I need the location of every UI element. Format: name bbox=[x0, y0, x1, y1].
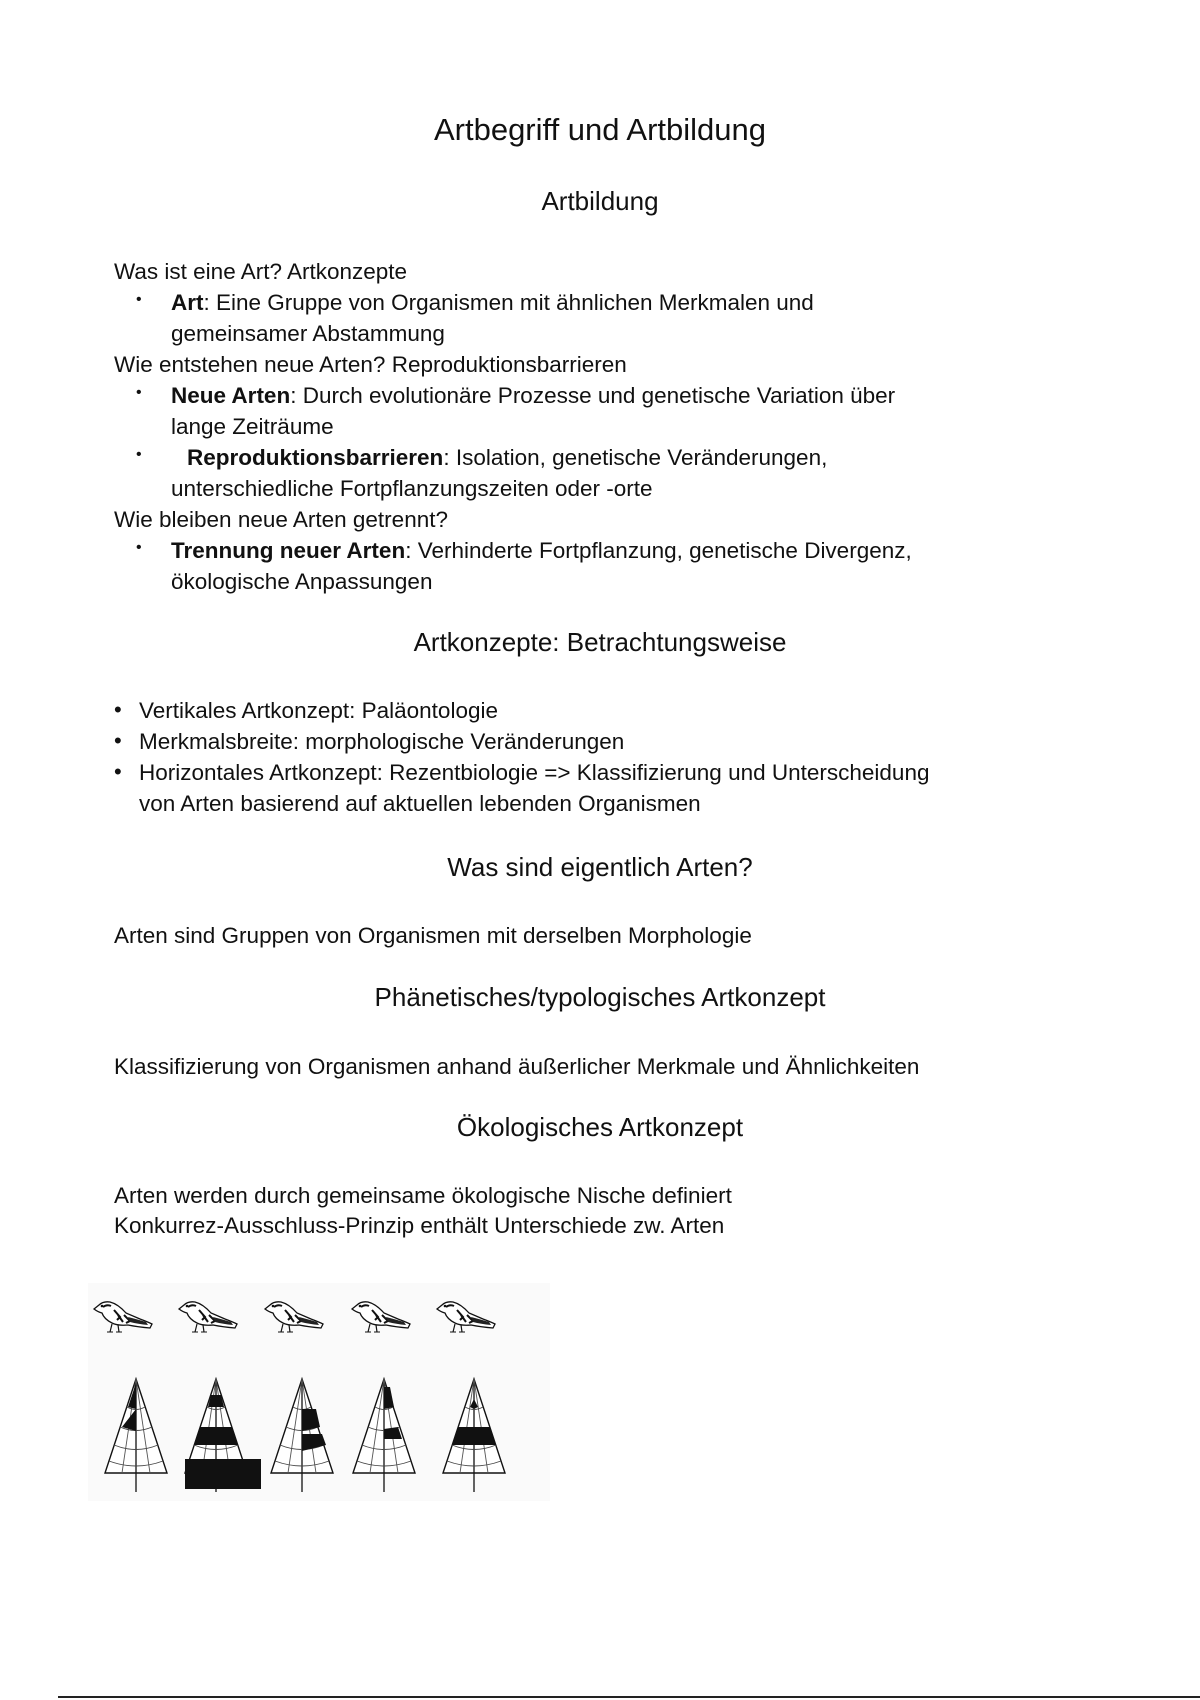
page-divider bbox=[58, 1696, 1200, 1698]
text-phaenetisch: Klassifizierung von Organismen anhand äußerlicher Merkmale und Ähnlichkeiten bbox=[114, 1054, 920, 1079]
text-reproduktionsbarrieren-cont: unterschiedliche Fortpflanzungszeiten oder -orte bbox=[171, 476, 653, 501]
text-was-sind-arten: Arten sind Gruppen von Organismen mit derselben Morphologie bbox=[114, 923, 752, 948]
question-wie-bleiben: Wie bleiben neue Arten getrennt? bbox=[114, 507, 448, 532]
text-art: : Eine Gruppe von Organismen mit ähnlichen Merkmalen und bbox=[203, 290, 814, 315]
heading-artkonzepte: Artkonzepte: Betrachtungsweise bbox=[413, 627, 787, 657]
bullet-icon: • bbox=[114, 728, 122, 753]
bullet-icon: • bbox=[114, 759, 122, 784]
text-trennung: : Verhinderte Fortpflanzung, genetische Divergenz, bbox=[405, 538, 912, 563]
bullet-icon: • bbox=[136, 291, 142, 308]
heading-was-sind-arten: Was sind eigentlich Arten? bbox=[447, 852, 753, 882]
tree-niche-diagram bbox=[353, 1379, 415, 1492]
konzept-item-vertikal: Vertikales Artkonzept: Paläontologie bbox=[139, 698, 498, 723]
bird-icon bbox=[352, 1302, 410, 1332]
bullet-icon: • bbox=[136, 539, 142, 556]
bullet-art bbox=[171, 287, 814, 318]
text-neue-arten: : Durch evolutionäre Prozesse und genetische Variation über bbox=[290, 383, 896, 408]
text-neue-arten-cont: lange Zeiträume bbox=[171, 414, 334, 439]
text-trennung-cont: ökologische Anpassungen bbox=[171, 569, 433, 594]
bird-icon bbox=[94, 1302, 152, 1332]
heading-artbildung: Artbildung bbox=[541, 186, 659, 216]
tree-niche-diagram bbox=[443, 1379, 505, 1492]
term-neue-arten: Neue Arten bbox=[171, 383, 291, 408]
term-reproduktionsbarrieren: Reproduktionsbarrieren bbox=[187, 445, 444, 470]
konzept-item-horizontal-cont: von Arten basierend auf aktuellen lebenden Organismen bbox=[139, 791, 701, 816]
text-oekologisch-1: Arten werden durch gemeinsame ökologische Nische definiert bbox=[114, 1183, 732, 1208]
bird-icon bbox=[179, 1302, 237, 1332]
term-trennung: Trennung neuer Arten bbox=[171, 538, 406, 563]
term-art: Art bbox=[171, 290, 204, 315]
konzept-item-horizontal: Horizontales Artkonzept: Rezentbiologie => Klassifizierung und Unterscheidung bbox=[139, 760, 930, 785]
tree-niche-diagram bbox=[271, 1379, 333, 1492]
bullet-icon: • bbox=[136, 384, 142, 401]
bullet-neue-arten bbox=[171, 380, 895, 411]
tree-niche-diagram bbox=[105, 1379, 167, 1492]
text-oekologisch-2: Konkurrez-Ausschluss-Prinzip enthält Unterschiede zw. Arten bbox=[114, 1213, 725, 1238]
heading-oekologisch: Ökologisches Artkonzept bbox=[456, 1112, 744, 1142]
bird-icon bbox=[437, 1302, 495, 1332]
konzept-item-merkmalsbreite: Merkmalsbreite: morphologische Veränderungen bbox=[139, 729, 625, 754]
bullet-reproduktionsbarrieren bbox=[187, 442, 827, 473]
question-was-ist-art: Was ist eine Art? Artkonzepte bbox=[114, 259, 408, 284]
bullet-icon: • bbox=[136, 446, 142, 463]
tree-niche-diagram bbox=[185, 1379, 261, 1492]
bullet-trennung bbox=[171, 535, 912, 566]
question-wie-entstehen: Wie entstehen neue Arten? Reproduktionsbarrieren bbox=[114, 352, 627, 377]
heading-phaenetisch: Phänetisches/typologisches Artkonzept bbox=[374, 982, 826, 1012]
birds-trees-figure bbox=[88, 1283, 550, 1501]
text-art-cont: gemeinsamer Abstammung bbox=[171, 321, 445, 346]
text-reproduktionsbarrieren: : Isolation, genetische Veränderungen, bbox=[443, 445, 828, 470]
bird-icon bbox=[265, 1302, 323, 1332]
page-title: Artbegriff und Artbildung bbox=[433, 112, 767, 147]
bullet-icon: • bbox=[114, 697, 122, 722]
